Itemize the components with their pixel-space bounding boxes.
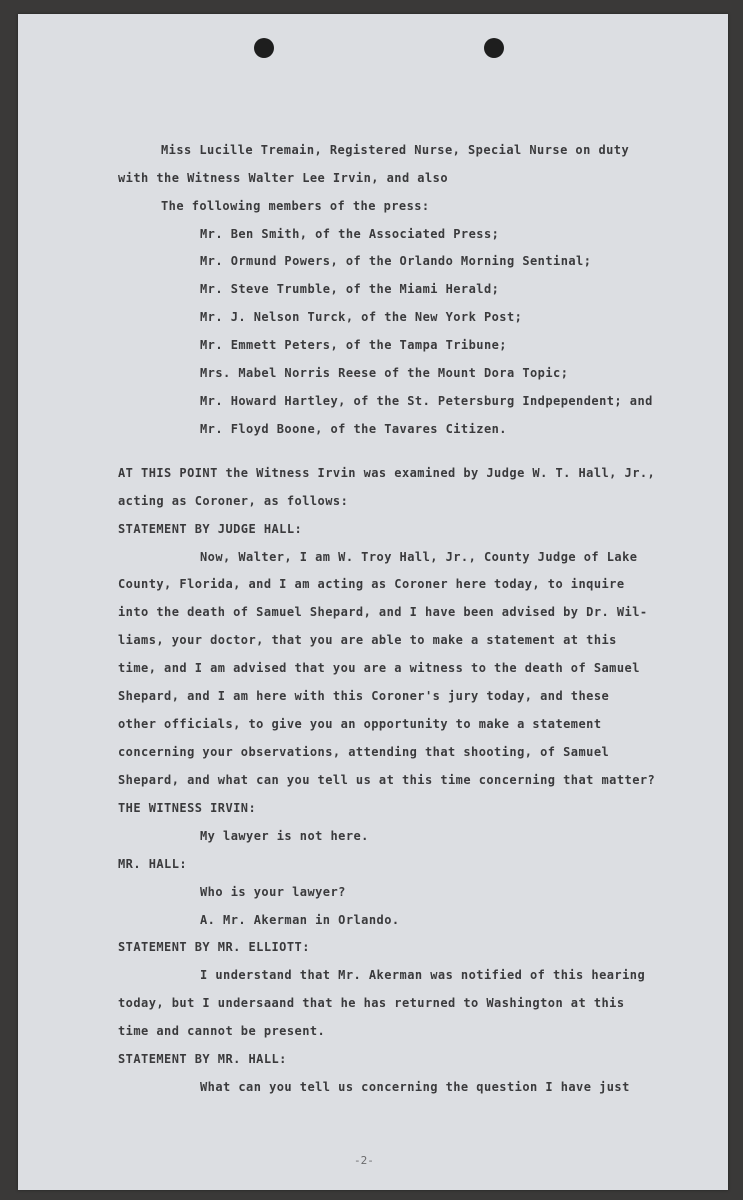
text-line: Mr. Howard Hartley, of the St. Petersburg Indpependent; and xyxy=(200,394,653,408)
text-line: other officials, to give you an opportunity to make a statement xyxy=(118,717,602,731)
text-line: Mrs. Mabel Norris Reese of the Mount Dora Topic; xyxy=(200,366,569,380)
text-line: Now, Walter, I am W. Troy Hall, Jr., County Judge of Lake xyxy=(200,550,638,564)
text-line: Mr. Ben Smith, of the Associated Press; xyxy=(200,227,500,241)
text-line: Mr. J. Nelson Turck, of the New York Post; xyxy=(200,310,523,324)
text-line: Miss Lucille Tremain, Registered Nurse, Special Nurse on duty xyxy=(161,143,630,157)
text-line: time and cannot be present. xyxy=(118,1024,326,1038)
section-heading: STATEMENT BY JUDGE HALL: xyxy=(118,522,303,536)
text-line: The following members of the press: xyxy=(161,199,430,213)
section-heading: STATEMENT BY MR. ELLIOTT: xyxy=(118,940,310,954)
document-page xyxy=(18,14,728,1190)
section-heading: MR. HALL: xyxy=(118,857,188,871)
text-line: Mr. Emmett Peters, of the Tampa Tribune; xyxy=(200,338,507,352)
section-heading: STATEMENT BY MR. HALL: xyxy=(118,1052,287,1066)
text-line: My lawyer is not here. xyxy=(200,829,369,843)
text-line: time, and I am advised that you are a witness to the death of Samuel xyxy=(118,661,640,675)
text-line: A. Mr. Akerman in Orlando. xyxy=(200,913,400,927)
page-number: -2- xyxy=(354,1154,374,1167)
binder-hole-right xyxy=(484,38,504,58)
text-line: with the Witness Walter Lee Irvin, and also xyxy=(118,171,449,185)
text-line: liams, your doctor, that you are able to make a statement at this xyxy=(118,633,617,647)
text-line: Mr. Floyd Boone, of the Tavares Citizen. xyxy=(200,422,507,436)
text-line: County, Florida, and I am acting as Coroner here today, to inquire xyxy=(118,577,625,591)
text-line: Shepard, and I am here with this Coroner's jury today, and these xyxy=(118,689,610,703)
text-line: acting as Coroner, as follows: xyxy=(118,494,349,508)
text-line: I understand that Mr. Akerman was notified of this hearing xyxy=(200,968,646,982)
text-line: AT THIS POINT the Witness Irvin was examined by Judge W. T. Hall, Jr., xyxy=(118,466,656,480)
text-line: today, but I undersaand that he has returned to Washington at this xyxy=(118,996,625,1010)
text-line: Mr. Ormund Powers, of the Orlando Morning Sentinal; xyxy=(200,254,592,268)
text-line: Mr. Steve Trumble, of the Miami Herald; xyxy=(200,282,500,296)
text-line: concerning your observations, attending that shooting, of Samuel xyxy=(118,745,610,759)
text-line: Shepard, and what can you tell us at this time concerning that matter? xyxy=(118,773,656,787)
text-line: into the death of Samuel Shepard, and I have been advised by Dr. Wil- xyxy=(118,605,648,619)
binder-hole-left xyxy=(254,38,274,58)
text-line: What can you tell us concerning the question I have just xyxy=(200,1080,630,1094)
text-line: Who is your lawyer? xyxy=(200,885,346,899)
section-heading: THE WITNESS IRVIN: xyxy=(118,801,257,815)
